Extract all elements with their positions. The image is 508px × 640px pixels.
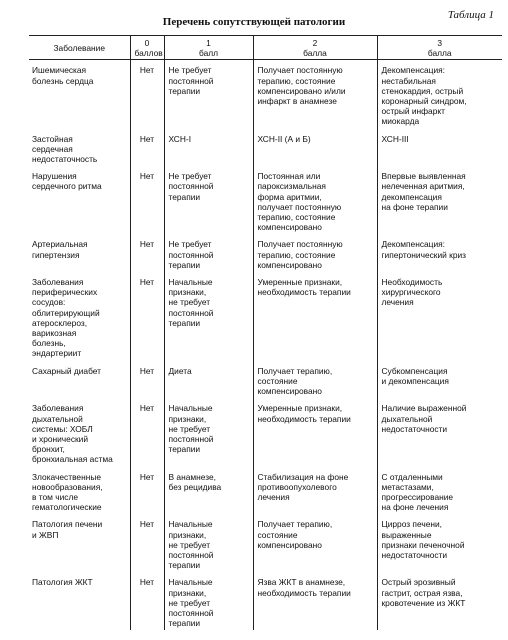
cell-disease-text: Заболевания дыхательной системы: ХОБЛ и хронический бронхит, бронхиальная астма: [32, 403, 113, 465]
cell-score-2: [253, 398, 377, 466]
cell-score-3-text: Необходимость хирургического лечения: [381, 277, 443, 308]
cell-score-3: [377, 272, 502, 361]
cell-score-2: [253, 60, 377, 129]
cell-score-2: [253, 572, 377, 630]
cell-score-0: [130, 166, 164, 234]
cell-score-2: [253, 234, 377, 272]
cell-score-0: [130, 572, 164, 630]
cell-score-1-text: Диета: [168, 365, 192, 376]
table-row: [29, 361, 502, 399]
header-score-3-number: 3: [437, 38, 443, 48]
cell-score-1: [164, 514, 253, 572]
cell-score-0: [130, 514, 164, 572]
cell-score-2: [253, 272, 377, 361]
cell-disease: [29, 514, 130, 572]
cell-score-2-text: Умеренные признаки, необходимость терапии: [257, 277, 351, 298]
cell-disease: [29, 272, 130, 361]
cell-score-3-text: Впервые выявленная нелеченная аритмия, декомпенсация на фоне терапии: [381, 171, 466, 212]
cell-score-0-text: Нет: [139, 239, 155, 250]
cell-score-2-text: Язва ЖКТ в анамнезе, необходимость терапии: [257, 577, 351, 598]
cell-score-1-text: Не требует постоянной терапии: [168, 239, 214, 270]
header-score-2: [253, 36, 377, 60]
cell-score-1-text: ХСН-I: [168, 133, 192, 144]
cell-score-1-text: Начальные признаки, не требует постоянной терапии: [168, 403, 214, 455]
cell-disease: [29, 572, 130, 630]
cell-score-1-text: Начальные признаки, не требует постоянной терапии: [168, 577, 214, 629]
cell-score-0-text: Нет: [139, 403, 155, 414]
table-row: [29, 234, 502, 272]
table-row: [29, 514, 502, 572]
cell-score-0: [130, 398, 164, 466]
cell-score-0-text: Нет: [139, 577, 155, 588]
cell-score-0-text: Нет: [139, 133, 155, 144]
cell-score-1-text: В анамнезе, без рецидива: [168, 471, 222, 492]
cell-score-0: [130, 129, 164, 167]
cell-score-3: [377, 572, 502, 630]
cell-score-2-text: ХСН-II (А и Б): [257, 133, 311, 144]
header-score-0: [130, 36, 164, 60]
table-row: [29, 467, 502, 515]
cell-score-0: [130, 272, 164, 361]
cell-score-0-text: Нет: [139, 65, 155, 76]
cell-score-1: [164, 234, 253, 272]
header-score-2-unit: балла: [303, 48, 327, 59]
cell-score-2: [253, 467, 377, 515]
table-number-label: Таблица 1: [447, 9, 494, 21]
header-score-0-unit: баллов: [134, 48, 163, 59]
cell-disease-text: Патология ЖКТ: [32, 577, 93, 588]
cell-score-2-text: Постоянная или пароксизмальная форма аритмии, получает постоянную терапию, состояние компенсировано: [257, 171, 342, 233]
table-row: [29, 129, 502, 167]
cell-score-1: [164, 572, 253, 630]
cell-score-3: [377, 166, 502, 234]
header-score-3-unit: балла: [427, 48, 452, 59]
cell-score-1: [164, 467, 253, 515]
table-row: [29, 60, 502, 129]
cell-score-3-text: С отдаленными метастазами, прогрессирование на фоне лечения: [381, 471, 454, 513]
cell-disease: [29, 234, 130, 272]
header-score-2-number: 2: [312, 38, 318, 48]
cell-disease-text: Сахарный диабет: [32, 365, 101, 376]
header-score-0-number: 0: [144, 38, 150, 48]
cell-score-3-text: Наличие выраженной дыхательной недостаточности: [381, 403, 467, 434]
header-score-1-unit: балл: [198, 48, 219, 59]
cell-score-0-text: Нет: [139, 365, 155, 376]
cell-disease-text: Застойная сердечная недостаточность: [32, 133, 98, 165]
cell-disease: [29, 361, 130, 399]
cell-disease: [29, 129, 130, 167]
cell-score-2: [253, 361, 377, 399]
cell-score-3: [377, 398, 502, 466]
cell-score-2-text: Стабилизация на фоне противоопухолевого лечения: [257, 471, 349, 502]
cell-score-1-text: Не требует постоянной терапии: [168, 171, 214, 202]
cell-score-3-text: Цирроз печени, выраженные признаки печеночной недостаточности: [381, 519, 465, 560]
table-header-row: [29, 36, 502, 60]
cell-score-3: [377, 60, 502, 129]
cell-score-0: [130, 467, 164, 515]
cell-score-1: [164, 398, 253, 466]
cell-disease-text: Нарушения сердечного ритма: [32, 171, 102, 192]
header-score-1-number: 1: [206, 38, 211, 48]
cell-score-2: [253, 129, 377, 167]
table-row: [29, 572, 502, 630]
cell-score-0: [130, 234, 164, 272]
cell-disease: [29, 60, 130, 129]
cell-score-0: [130, 361, 164, 399]
cell-score-0: [130, 60, 164, 129]
cell-score-1: [164, 60, 253, 129]
cell-score-2: [253, 166, 377, 234]
cell-score-3-text: Острый эрозивный гастрит, острая язва, кровотечение из ЖКТ: [381, 577, 466, 608]
header-score-1: [164, 36, 253, 60]
cell-score-2-text: Получает терапию, состояние компенсировано: [257, 519, 333, 550]
cell-score-1: [164, 272, 253, 361]
cell-score-1: [164, 166, 253, 234]
cell-score-3-text: Декомпенсация: нестабильная стенокардия, острый коронарный синдром, острый инфаркт миокарда: [381, 65, 467, 127]
cell-score-3: [377, 129, 502, 167]
cell-score-3: [377, 361, 502, 399]
table-row: [29, 166, 502, 234]
cell-score-1: [164, 129, 253, 167]
cell-score-0-text: Нет: [139, 277, 155, 288]
cell-disease-text: Патология печени и ЖВП: [32, 519, 103, 540]
cell-score-2-text: Умеренные признаки, необходимость терапии: [257, 403, 351, 424]
table-row: [29, 272, 502, 361]
cell-disease: [29, 398, 130, 466]
table-title: Перечень сопутствующей патологии: [162, 16, 346, 28]
cell-score-0-text: Нет: [139, 471, 155, 482]
cell-disease-text: Ишемическая болезнь сердца: [32, 65, 94, 86]
cell-disease: [29, 166, 130, 234]
header-score-3: [377, 36, 502, 60]
cell-score-1-text: Начальные признаки, не требует постоянной терапии: [168, 277, 214, 328]
cell-score-3: [377, 467, 502, 515]
header-disease: Заболевание: [29, 36, 130, 60]
cell-score-2-text: Получает постоянную терапию, состояние компенсировано: [257, 239, 343, 270]
cell-score-1-text: Не требует постоянной терапии: [168, 65, 214, 96]
cell-score-1: [164, 361, 253, 399]
cell-disease-text: Артериальная гипертензия: [32, 239, 88, 260]
cell-score-1-text: Начальные признаки, не требует постоянной терапии: [168, 519, 214, 571]
table-row: [29, 398, 502, 466]
comorbidity-table: [29, 35, 502, 630]
cell-disease-text: Злокачественные новообразования, в том числе гематологические: [32, 471, 103, 513]
cell-score-0-text: Нет: [139, 171, 155, 182]
cell-score-0-text: Нет: [139, 519, 155, 530]
cell-disease: [29, 467, 130, 515]
cell-score-2-text: Получает терапию, состояние компенсировано: [257, 365, 333, 397]
cell-score-3-text: Декомпенсация: гипертонический криз: [381, 239, 466, 260]
cell-score-3: [377, 234, 502, 272]
cell-score-2: [253, 514, 377, 572]
cell-disease-text: Заболевания периферических сосудов: облитерирующий атеросклероз, варикозная болезнь, эндартериит: [32, 277, 100, 359]
cell-score-3-text: Субкомпенсация и декомпенсация: [381, 365, 449, 386]
cell-score-3-text: ХСН-III: [381, 133, 409, 144]
cell-score-2-text: Получает постоянную терапию, состояние компенсировано и/или инфаркт в анамнезе: [257, 65, 346, 107]
cell-score-3: [377, 514, 502, 572]
